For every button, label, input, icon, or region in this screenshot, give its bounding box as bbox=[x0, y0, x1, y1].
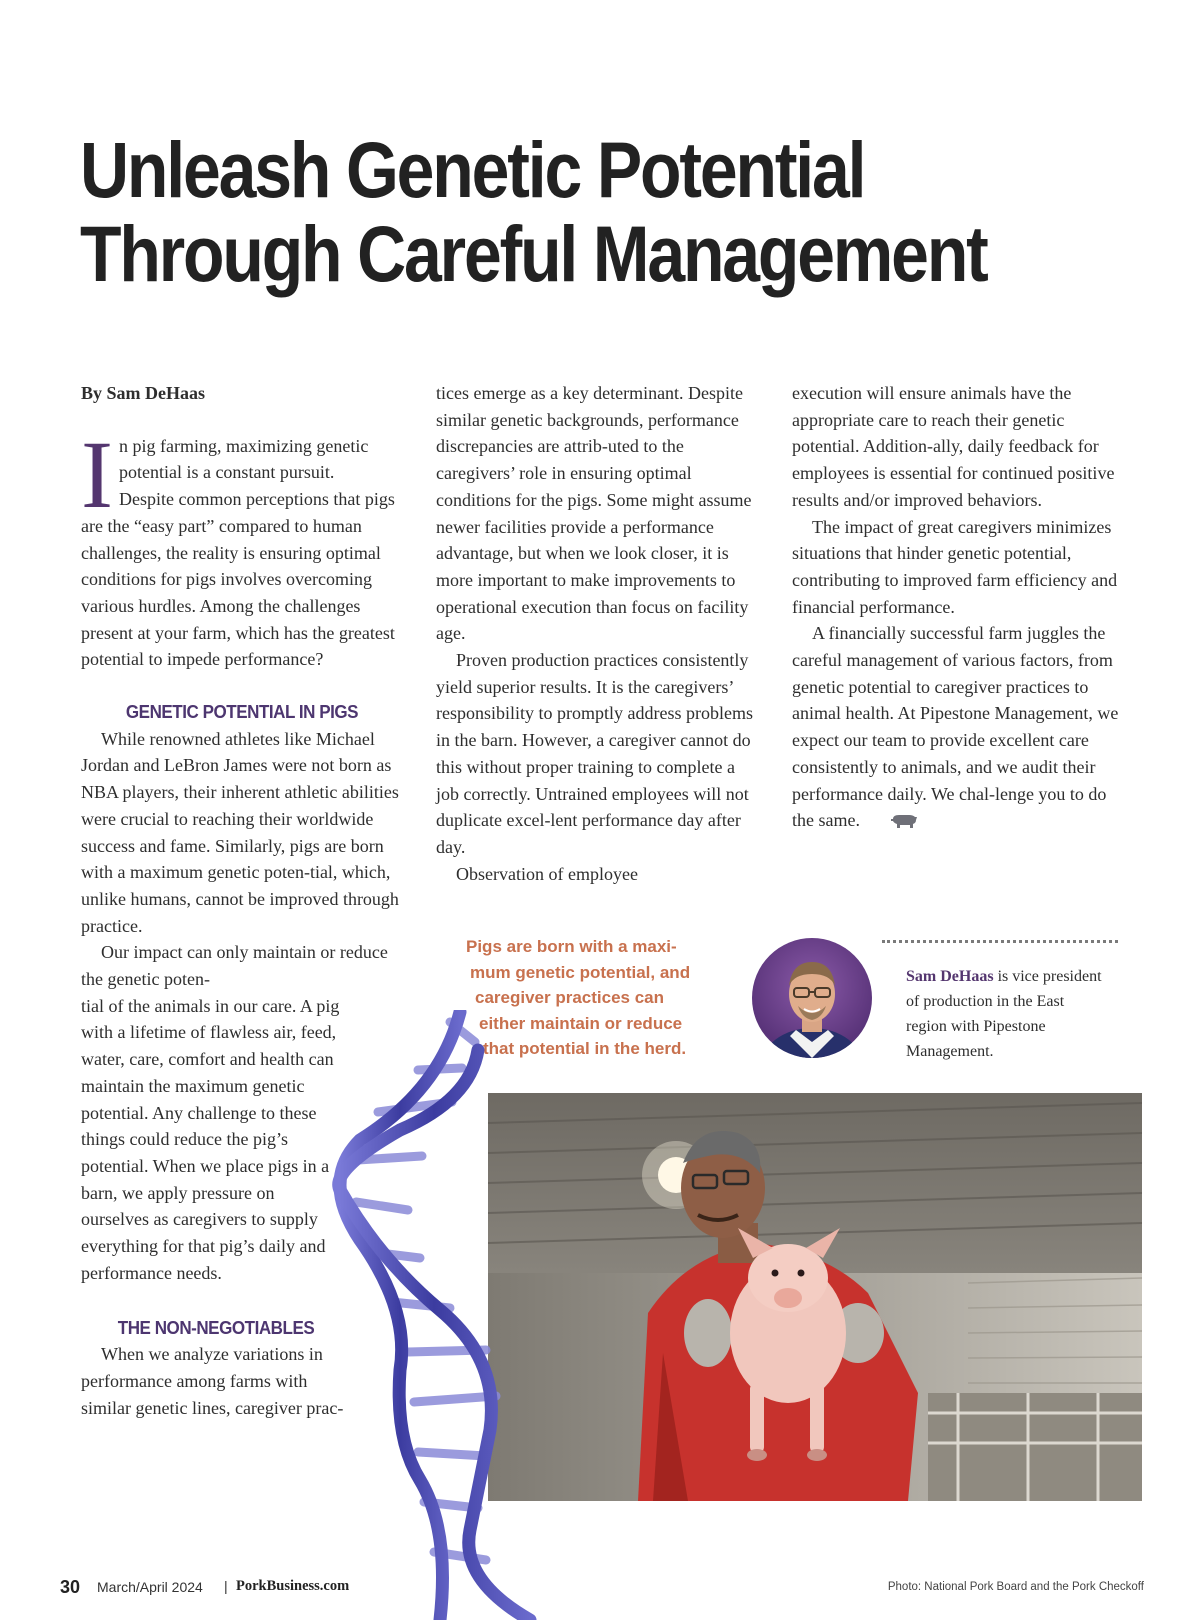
right-column bbox=[792, 380, 1122, 837]
author-portrait bbox=[752, 938, 872, 1058]
middle-paragraph-1: tices emerge as a key determinant. Despite similar genetic backgrounds, performance discrepancies are attrib-uted to the caregivers’ role in ensuring optimal conditions for the pigs. Some might assume newer facilities provide a performance advantage, but when we look closer, it is more important to make improvements to operational execution than focus on facility age. bbox=[436, 383, 752, 644]
drop-cap: I bbox=[81, 420, 113, 528]
pull-quote-line: mum genetic potential, and bbox=[470, 962, 691, 982]
section1-paragraph-2b: tial of the animals in our care. A pig with a lifetime of flawless air, feed, water, care, comfort and health can maintain the maximum genetic potential. Any challenge to these things could reduce the pig’s potential. When we place pigs in a barn, we apply pressure on ourselves as caregivers to supply everything for that pig’s daily and performance needs. bbox=[81, 995, 340, 1283]
intro-line-3: Despite common perceptions bbox=[118, 489, 329, 510]
byline: By Sam DeHaas bbox=[81, 383, 206, 403]
right-paragraph-2: The impact of great caregivers minimizes situations that hinder genetic potential, contributing to improved farm efficiency and financial performance. bbox=[792, 516, 1118, 617]
pull-quote-line: caregiver practices can bbox=[475, 988, 665, 1007]
section1-paragraph-2a: Our impact can only maintain or reduce the genetic poten- bbox=[81, 942, 388, 990]
pig-end-mark-icon bbox=[870, 810, 918, 837]
intro-line-1: n pig farming, maximizing genetic bbox=[118, 435, 369, 456]
page-number: 30 bbox=[60, 1577, 81, 1597]
article-headline bbox=[80, 125, 992, 298]
footer-website: PorkBusiness.com bbox=[236, 1578, 350, 1594]
intro-paragraph bbox=[81, 420, 403, 673]
issue-date: March/April 2024 bbox=[97, 1579, 203, 1595]
right-paragraph-3-text: A financially successful farm juggles the careful management of various factors, from genetic potential to caregiver practices to animal health. At Pipestone Management, we expect our team to provide excellent care consistently to animals, and we audit their performance daily. We chal-lenge you to do the same. bbox=[792, 623, 1119, 831]
middle-paragraph-2: Proven production practices consistently yield superior results. It is the caregivers’ responsibility to promptly address problems in the barn. However, a caregiver cannot do this without proper training to complete a job correctly. Untrained employees will not duplicate excel-lent performance day after day. bbox=[436, 650, 753, 857]
pull-quote-line: that potential in the herd. bbox=[483, 1039, 687, 1058]
section2-paragraph-1: When we analyze variations in performance among farms with similar genetic lines, caregiver prac- bbox=[81, 1344, 344, 1418]
middle-column bbox=[436, 380, 758, 887]
intro-line-2: potential is a constant pursuit. bbox=[118, 462, 335, 483]
pull-quote-line: Pigs are born with a maxi- bbox=[466, 937, 677, 956]
headline-line-2: Through Careful Management bbox=[80, 209, 987, 298]
caregiver-holding-piglet-photo bbox=[488, 1093, 1142, 1501]
headline-line-1: Unleash Genetic Potential bbox=[80, 125, 865, 214]
section1-paragraph-1: While renowned athletes like Michael Jordan and LeBron James were not born as NBA players, their inherent athletic abilities were crucial to reaching their worldwide success and fame. Similarly, pigs are born with a maximum genetic poten-tial, which, unlike humans, cannot be improved through practice. bbox=[81, 728, 399, 936]
middle-paragraph-3: Observation of employee bbox=[456, 863, 638, 884]
section-heading-non-negotiables: THE NON-NEGOTIABLES bbox=[117, 1316, 315, 1338]
pull-quote-line: either maintain or reduce bbox=[479, 1013, 683, 1033]
author-bio bbox=[906, 964, 1106, 1064]
right-paragraph-1: execution will ensure animals have the appropriate care to reach their genetic potential. Addition-ally, daily feedback for employees is essential for continued positive results and/or improved behaviors. bbox=[792, 383, 1115, 510]
author-name: Sam DeHaas bbox=[906, 968, 994, 985]
author-divider bbox=[882, 940, 1118, 943]
dna-helix-illustration bbox=[300, 1010, 560, 1620]
right-paragraph-3 bbox=[792, 620, 1122, 837]
author-bio-text: is vice president of production in the East region with Pipestone Management. bbox=[906, 968, 1102, 1060]
section-heading-genetic-potential: GENETIC POTENTIAL IN PIGS bbox=[125, 701, 359, 723]
photo-credit: Photo: National Pork Board and the Pork Checkoff bbox=[887, 1581, 1144, 1593]
footer-separator: | bbox=[224, 1578, 228, 1594]
intro-rest: that pigs are the “easy part” compared to human challenges, the reality is ensuring optimal conditions for pigs involves overcoming various hurdles. Among the challenges present at your farm, which has the greatest potential to impede performance? bbox=[81, 489, 395, 670]
